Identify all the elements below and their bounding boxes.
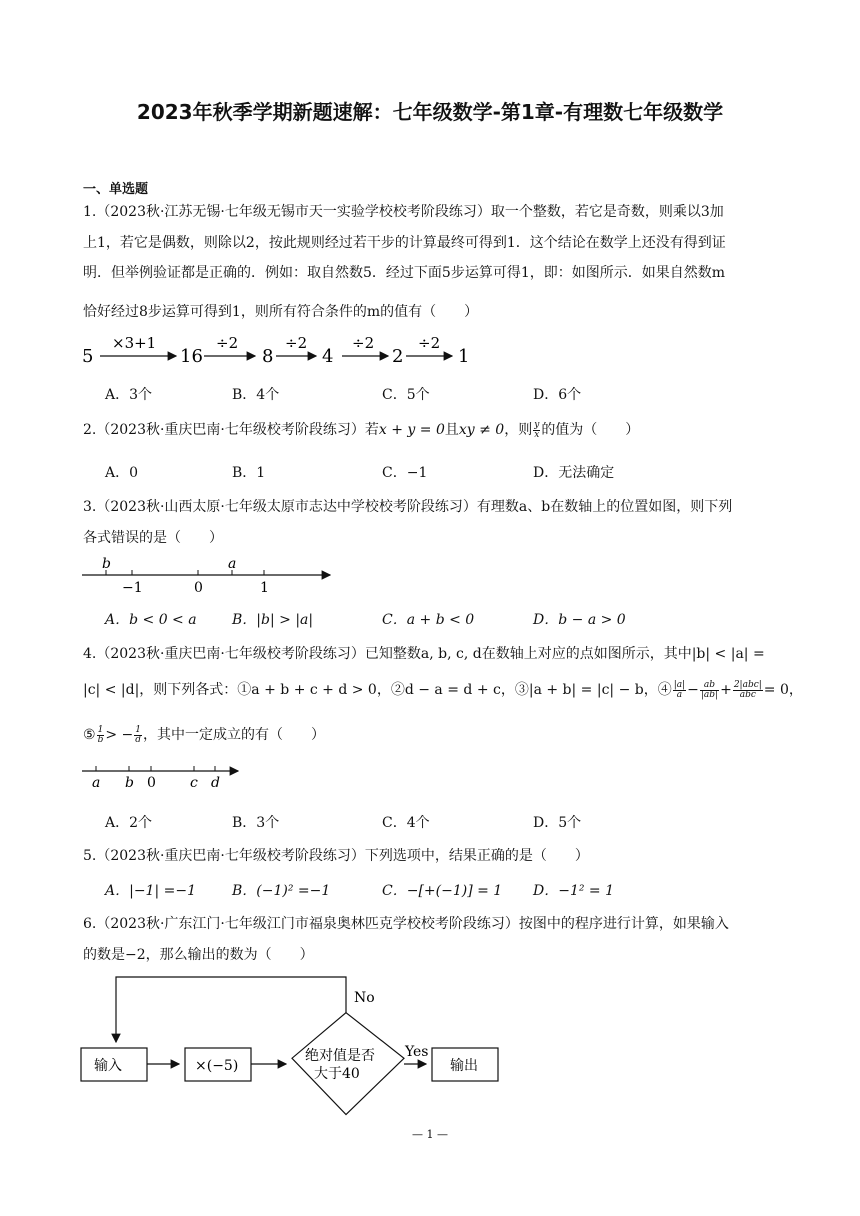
page-number: — 1 — [412,1128,448,1141]
q6-text-line1: 6.（2023秋·广东江门·七年级江门市福泉奥林匹克学校校考阶段练习）按图中的程序进行计算，如果输入 [83,916,729,932]
option-c[interactable]: C．−[+(−1)] = 1 [382,883,503,899]
q2-prefix: 2.（2023秋·重庆巴南·七年级校考阶段练习）若 [83,422,379,438]
q4-text-line2: |c| < |d|，则下列各式：①a + b + c + d > 0，②d − a = d + c，③|a + b| = |c| − b，④ $\frac{|a|}{a}$ − $\frac{ab}{|ab|}$ + $\frac{\text{2|abc|}}{\text{abc}}$ = 0， [83,679,803,700]
q2-mid: 且 [444,422,459,438]
option-d[interactable]: D．−1² = 1 [533,883,615,899]
q1-text-line1: 1.（2023秋·江苏无锡·七年级无锡市天一实验学校校考阶段练习）取一个整数，若它是奇数，则乘以3加 [83,204,724,220]
chain-op: ÷2 [352,334,375,352]
option-a[interactable]: A．b < 0 < a [105,612,197,628]
flow-input-label: 输入 [94,1058,122,1074]
tick-label: −1 [122,580,143,596]
q1-text-line3: 明．但举例验证都是正确的．例如：取自然数5．经过下面5步运算可得1，即：如图所示．如果自然数m [83,265,725,281]
option-c[interactable]: C．5个 [382,387,430,403]
q3-number-line [82,554,342,596]
chain-op: ÷2 [418,334,441,352]
q2-text [83,420,783,440]
chain-op: ÷2 [216,334,239,352]
point-label-a: a [92,775,101,791]
q4-text-line1: 4.（2023秋·重庆巴南·七年级校考阶段练习）已知整数a, b, c, d在数轴上对应的点如图所示，其中|b| < |a| = [83,646,765,662]
option-a[interactable]: A．0 [105,465,139,481]
point-label-a: a [228,556,237,572]
option-d[interactable]: D．b − a > 0 [533,612,626,628]
q3-text-line1: 3.（2023秋·山西太原·七年级太原市志达中学校校考阶段练习）有理数a、b在数轴上的位置如图，则下列 [83,499,733,515]
chain-number: 8 [262,346,274,367]
section-heading: 一、单选题 [83,182,149,197]
option-b[interactable]: B．1 [232,465,266,481]
option-a[interactable]: A．|−1| =−1 [105,883,196,899]
q2-fraction: $\frac{y}{x}$ [534,419,540,440]
chain-number: 1 [458,346,470,367]
q3-text-line2: 各式错误的是（ ） [83,530,223,546]
q1-text-line2: 上1，若它是偶数，则除以2，按此规则经过若干步的计算最终可得到1．这个结论在数学上还没有得到证 [83,235,726,251]
q6-flowchart [78,972,508,1122]
flow-no-label: No [354,990,375,1006]
flow-condition-line1: 绝对值是否 [305,1048,375,1064]
option-b[interactable]: B．(−1)² =−1 [232,883,331,899]
chain-number: 2 [392,346,404,367]
option-c[interactable]: C．−1 [382,465,428,481]
chain-op: ×3+1 [112,334,157,352]
flow-output-label: 输出 [450,1058,478,1074]
flow-condition-line2: 大于40 [314,1066,360,1082]
option-c[interactable]: C．4个 [382,815,430,831]
tick-label: 1 [260,580,269,596]
chain-number: 16 [180,346,203,367]
option-d[interactable]: D．无法确定 [533,465,615,481]
chain-number: 5 [82,346,94,367]
option-c[interactable]: C．a + b < 0 [382,612,475,628]
option-d[interactable]: D．6个 [533,387,582,403]
q2-mid2: ，则 [504,422,533,438]
q2-cond2: xy ≠ 0 [458,422,505,438]
point-label-b: b [125,775,134,791]
option-d[interactable]: D．5个 [533,815,582,831]
tick-label: 0 [194,580,203,596]
option-b[interactable]: B．|b| > |a| [232,612,314,628]
q4-text-line3: ⑤ $\frac{1}{b}$ > − $\frac{1}{d}$ ，其中一定成立的有（ ） [83,724,326,745]
q6-text-line2: 的数是−2，那么输出的数为（ ） [83,947,314,963]
q5-text: 5.（2023秋·重庆巴南·七年级校考阶段练习）下列选项中，结果正确的是（ ） [83,848,589,864]
flow-yes-label: Yes [405,1044,429,1060]
point-label-b: b [102,556,111,572]
point-label-0: 0 [147,775,156,791]
chain-number: 4 [322,346,334,367]
q2-suffix: 的值为（ ） [541,422,640,438]
flow-operation-label: ×(−5) [195,1058,239,1074]
option-a[interactable]: A．2个 [105,815,153,831]
q1-text-line4: 恰好经过8步运算可得到1，则所有符合条件的m的值有（ ） [83,304,479,320]
option-a[interactable]: A．3个 [105,387,153,403]
q4-number-line [82,762,252,790]
page-title: 2023年秋季学期新题速解：七年级数学-第1章-有理数七年级数学 [136,100,724,124]
point-label-c: c [190,775,198,791]
q2-cond1: x + y = 0 [378,422,445,438]
point-label-d: d [211,775,220,791]
chain-op: ÷2 [285,334,308,352]
option-b[interactable]: B．4个 [232,387,280,403]
option-b[interactable]: B．3个 [232,815,280,831]
q1-operation-chain [80,330,480,370]
